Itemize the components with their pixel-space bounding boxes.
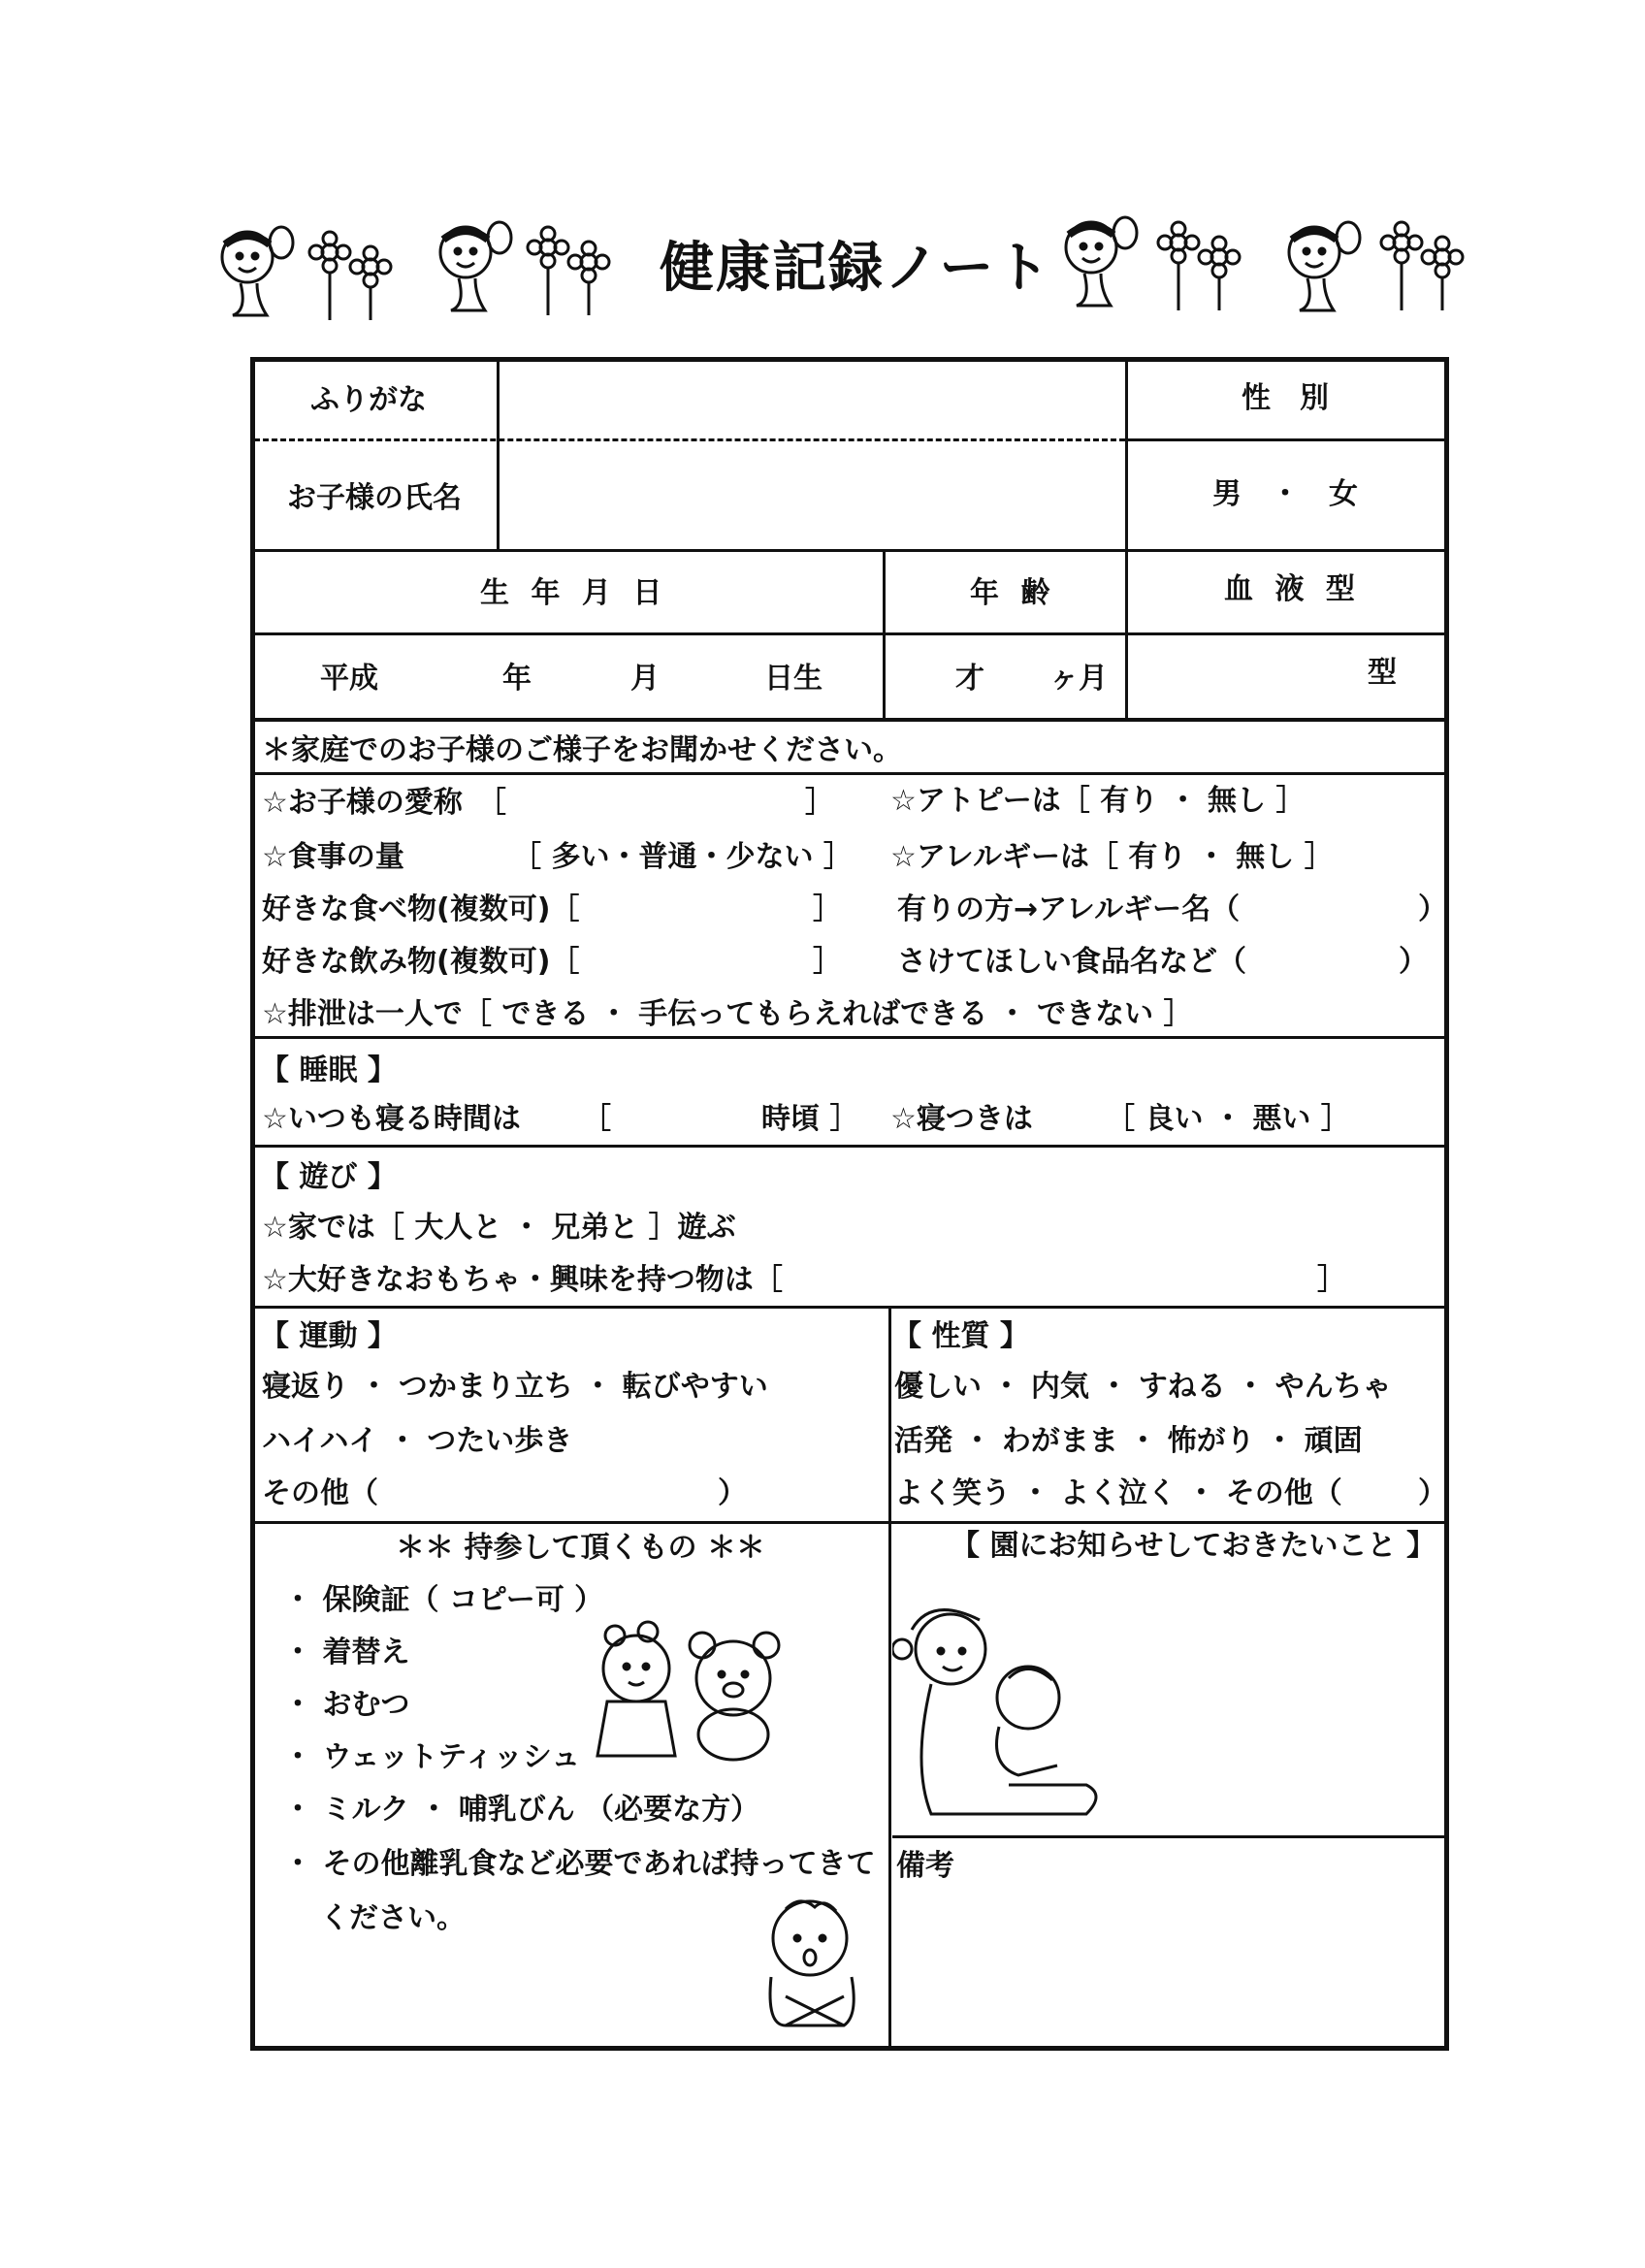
notice-heading: 【 園にお知らせしておきたいこと 】 [951, 1529, 1435, 1563]
sleep-quality-label: ☆寝つきは [890, 1102, 1033, 1136]
sleep-quality-options[interactable]: ［ 良い ・ 悪い ］ [1106, 1102, 1350, 1136]
divider [892, 1835, 1445, 1838]
toilet-question[interactable]: ☆排泄は一人で［ できる ・ 手伝ってもらえればできる ・ できない ］ [262, 997, 1193, 1031]
age-label: 年 齢 [970, 576, 1056, 610]
exercise-other: その他（ [262, 1476, 378, 1510]
favorite-toy-label: ☆大好きなおもちゃ・興味を持つ物は［ [262, 1263, 783, 1297]
bedtime-label: ☆いつも寝る時間は [262, 1102, 521, 1136]
bedtime-close: 時頃 ］ [761, 1102, 859, 1136]
day-label: 日生 [764, 662, 822, 696]
divider [254, 632, 1445, 635]
divider [254, 1521, 1445, 1524]
bring-item-continued: ください。 [320, 1901, 466, 1935]
flower-icon [1158, 222, 1240, 310]
furigana-divider [254, 438, 1125, 441]
flower-icon [309, 232, 391, 320]
flower-icon [1381, 222, 1463, 310]
play-heading: 【 遊び 】 [260, 1160, 397, 1194]
divider [1125, 361, 1128, 718]
bee-icon [1066, 217, 1137, 306]
favorite-toy-close: ］ [1317, 1263, 1346, 1297]
month-label: 月 [630, 662, 660, 696]
atopy-question[interactable]: ☆アトピーは［ 有り ・ 無し ］ [890, 784, 1306, 818]
mother-and-child-illustration [892, 1591, 1115, 1833]
personality-line1[interactable]: 優しい ・ 内気 ・ すねる ・ やんちゃ [894, 1370, 1392, 1404]
allergy-question[interactable]: ☆アレルギーは［ 有り ・ 無し ］ [890, 840, 1334, 874]
personality-line3[interactable]: よく笑う ・ よく泣く ・ その他（ [894, 1476, 1342, 1510]
bring-item: ・ その他離乳食など必要であれば持ってきて [283, 1847, 876, 1881]
divider [254, 1145, 1445, 1148]
bee-icon [222, 227, 293, 315]
play-at-home[interactable]: ☆家では［ 大人と ・ 兄弟と ］遊ぶ [262, 1211, 736, 1245]
divider [254, 549, 1445, 552]
avoid-food-label: さけてほしい食品名など（ [897, 945, 1246, 979]
allergy-name-label: 有りの方→アレルギー名（ [897, 892, 1241, 926]
bring-item: ・ 着替え [283, 1636, 410, 1669]
fav-food-label: 好きな食べ物(複数可)［ [262, 892, 580, 926]
child-name-label: お子様の氏名 [287, 481, 462, 515]
fav-drink-close: ］ [813, 945, 842, 979]
meal-label: ☆食事の量 [262, 840, 404, 874]
furigana-label: ふりがな [310, 383, 427, 417]
exercise-other-close: ） [718, 1476, 747, 1510]
exercise-heading: 【 運動 】 [260, 1319, 397, 1353]
divider [254, 718, 1445, 722]
blood-type-label: 血 液 型 [1224, 572, 1361, 606]
bring-item: ・ おむつ [283, 1688, 410, 1722]
exercise-line2[interactable]: ハイハイ ・ つたい歩き [262, 1424, 573, 1458]
fav-drink-label: 好きな飲み物(複数可)［ [262, 945, 580, 979]
age-months-label: ヶ月 [1049, 662, 1108, 696]
page-title: 健康記録ノート [660, 237, 1052, 300]
allergy-name-close: ） [1418, 892, 1447, 926]
age-years-label: 才 [955, 662, 984, 696]
furigana-field[interactable] [502, 365, 1121, 437]
personality-line3-close: ） [1418, 1476, 1447, 1510]
divider [254, 1036, 1445, 1039]
exercise-line1[interactable]: 寝返り ・ つかまり立ち ・ 転びやすい [262, 1370, 768, 1404]
remarks-heading: 備考 [896, 1849, 954, 1883]
blood-type-suffix: 型 [1368, 656, 1397, 690]
baby-illustration [747, 1890, 883, 2035]
divider [883, 549, 886, 718]
divider [888, 1306, 891, 2047]
home-intro: ＊家庭でのお子様のご様子をお聞かせください。 [262, 733, 902, 767]
nickname-label: ☆お子様の愛称 ［ [262, 786, 506, 820]
divider [497, 361, 500, 549]
bee-icon [1289, 222, 1360, 310]
girl-and-bear-illustration [588, 1620, 801, 1766]
bring-heading: ＊＊ 持参して頂くもの ＊＊ [396, 1531, 765, 1565]
year-label: 年 [502, 662, 532, 696]
divider [254, 772, 1445, 775]
bring-item: ・ ミルク ・ 哺乳びん （必要な方） [283, 1793, 760, 1827]
divider [254, 1306, 1445, 1309]
child-name-field[interactable] [502, 444, 1121, 545]
meal-options[interactable]: ［ 多い・普通・少ない ］ [512, 840, 853, 874]
bring-item: ・ 保険証（ コピー可 ） [283, 1583, 604, 1617]
birthdate-label: 生 年 月 日 [480, 576, 668, 610]
avoid-food-close: ） [1399, 945, 1428, 979]
era-label: 平成 [320, 662, 378, 696]
remarks-field[interactable] [894, 1892, 1443, 2043]
bee-icon [440, 222, 511, 310]
personality-heading: 【 性質 】 [892, 1319, 1029, 1353]
fav-food-close: ］ [813, 892, 842, 926]
sex-options[interactable]: 男 ・ 女 [1212, 477, 1358, 511]
divider [1125, 438, 1445, 441]
sex-label: 性 別 [1242, 381, 1329, 415]
personality-line2[interactable]: 活発 ・ わがまま ・ 怖がり ・ 頑固 [894, 1424, 1363, 1458]
nickname-close: ］ [805, 786, 834, 820]
bring-item: ・ ウェットティッシュ [283, 1740, 581, 1774]
sleep-heading: 【 睡眠 】 [260, 1053, 397, 1087]
bedtime-bracket: ［ [582, 1102, 611, 1136]
flower-icon [528, 227, 609, 315]
